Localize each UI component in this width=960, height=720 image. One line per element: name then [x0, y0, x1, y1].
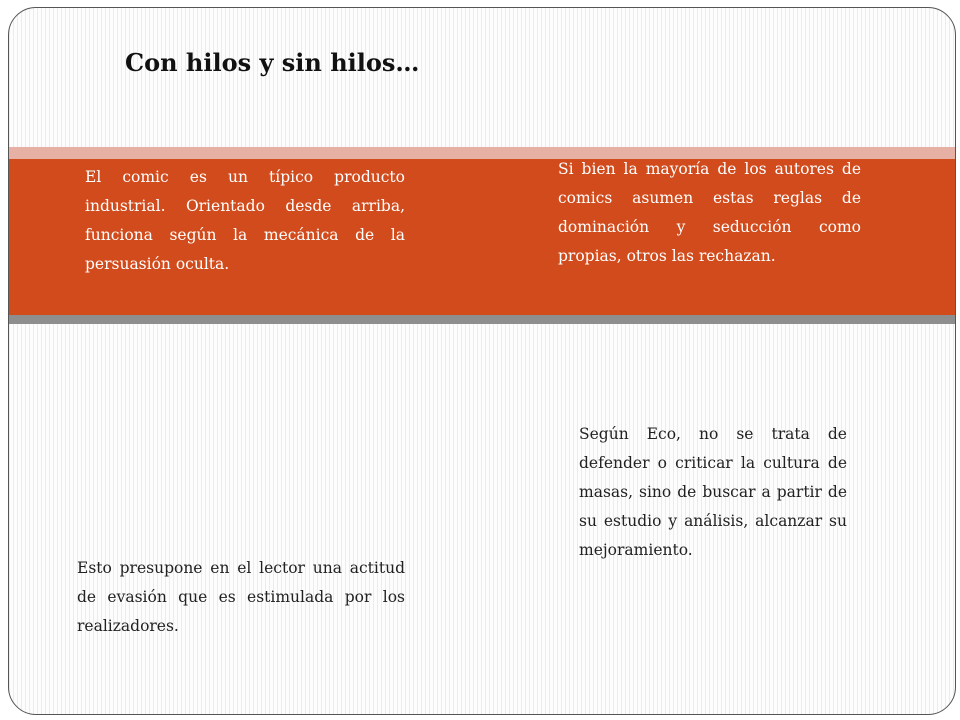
paragraph-middle-right: Según Eco, no se trata de defender o criticar la cultura de masas, sino de buscar a partir de su estudio y análisis, alcanzar su mejoramiento.: [579, 425, 847, 559]
paragraph-top-left: El comic es un típico producto industrial. Orientado desde arriba, funciona según la mecánica de la persuasión oculta.: [85, 168, 405, 273]
slide: [8, 7, 956, 715]
paragraph-bottom-left: Esto presupone en el lector una actitud de evasión que es estimulada por los realizadores.: [77, 559, 405, 635]
slide-title: Con hilos y sin hilos…: [125, 48, 420, 77]
band-bottom-stripe: [9, 315, 955, 324]
paragraph-top-right: Si bien la mayoría de los autores de comics asumen estas reglas de dominación y seducción como propias, otros las rechazan.: [558, 160, 861, 265]
